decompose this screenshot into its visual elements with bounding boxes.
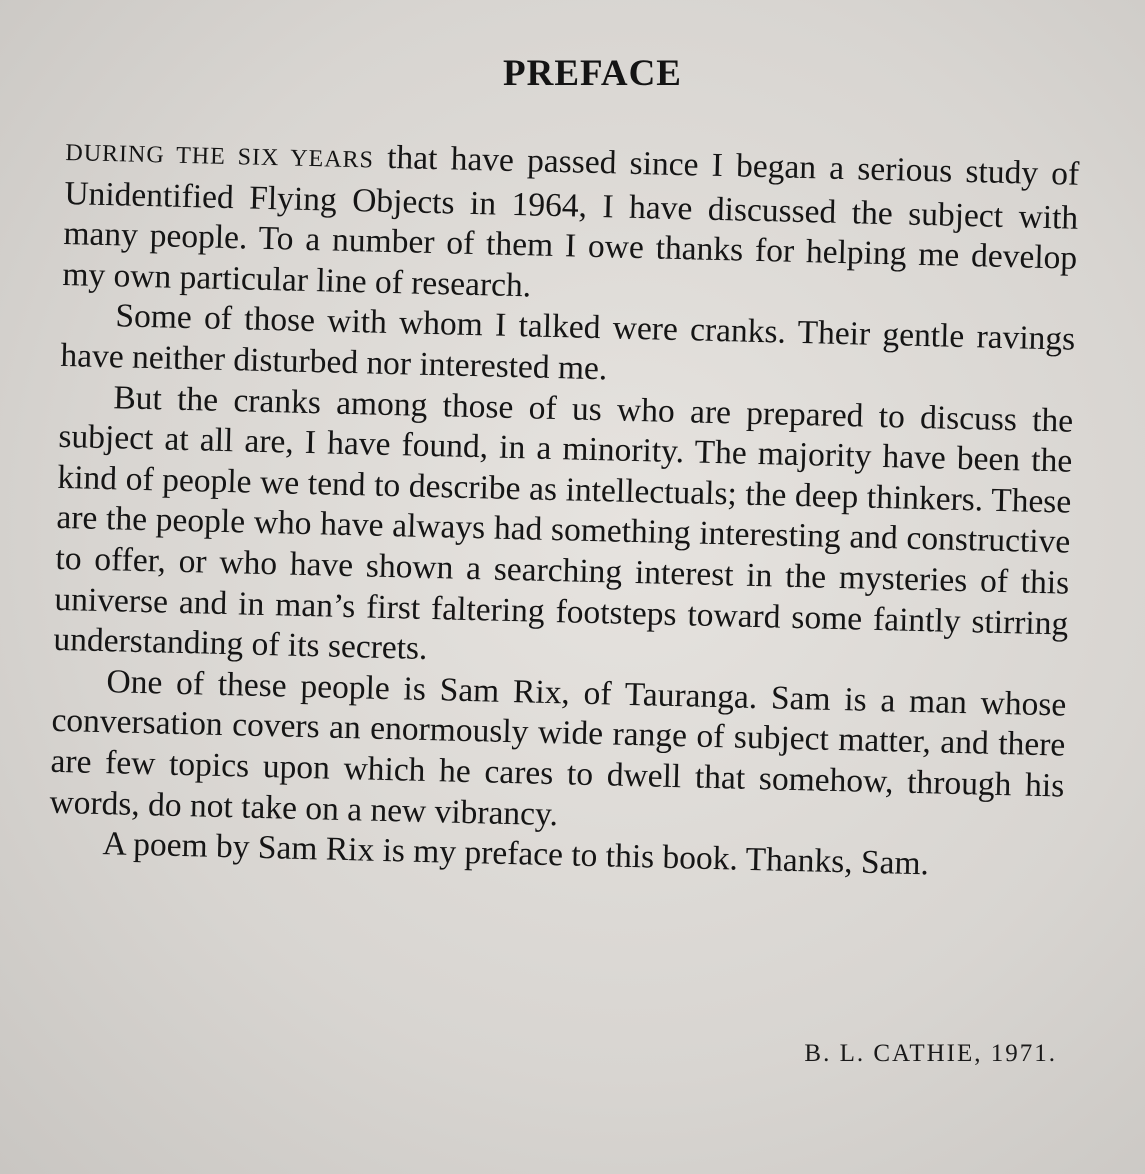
page-title: PREFACE <box>503 53 682 94</box>
paragraph-4: One of these people is Sam Rix, of Tauranga. Sam is a man whose conversation covers an enormously wide range of subject matter, and there are few topics upon which he cares to dwell that somehow, through his words, do not take on a new vibrancy. <box>49 662 1067 833</box>
lead-in-smallcaps: DURING THE SIX YEARS <box>65 139 375 174</box>
paragraph-1 <box>62 130 1080 320</box>
author-signature: B. L. CATHIE, 1971. <box>804 1040 1057 1067</box>
paragraph-3: But the cranks among those of us who are prepared to discuss the subject at all are, I have found, in a minority. The majority have been the kind of people we tend to describe as intellectuals; the deep thinkers. These are the people who have always had something interesting and constructive to offer, or who have shown a searching interest in the mysteries of this universe and in man’s first faltering footsteps toward some faintly stirring understanding of its secrets. <box>53 378 1074 668</box>
paragraph-2: Some of those with whom I talked were cranks. Their gentle ravings have neither disturbed nor interested me. <box>60 297 1076 388</box>
preface-body <box>48 130 1080 888</box>
paragraph-5: A poem by Sam Rix is my preface to this book. Thanks, Sam. <box>102 825 930 883</box>
paragraph-1-text: that have passed since I began a serious study of Unidentified Flying Objects in 1964, I have discussed the subject with many people. To a number of them I owe thanks for helping me develop my own particular line of research. <box>62 138 1080 305</box>
